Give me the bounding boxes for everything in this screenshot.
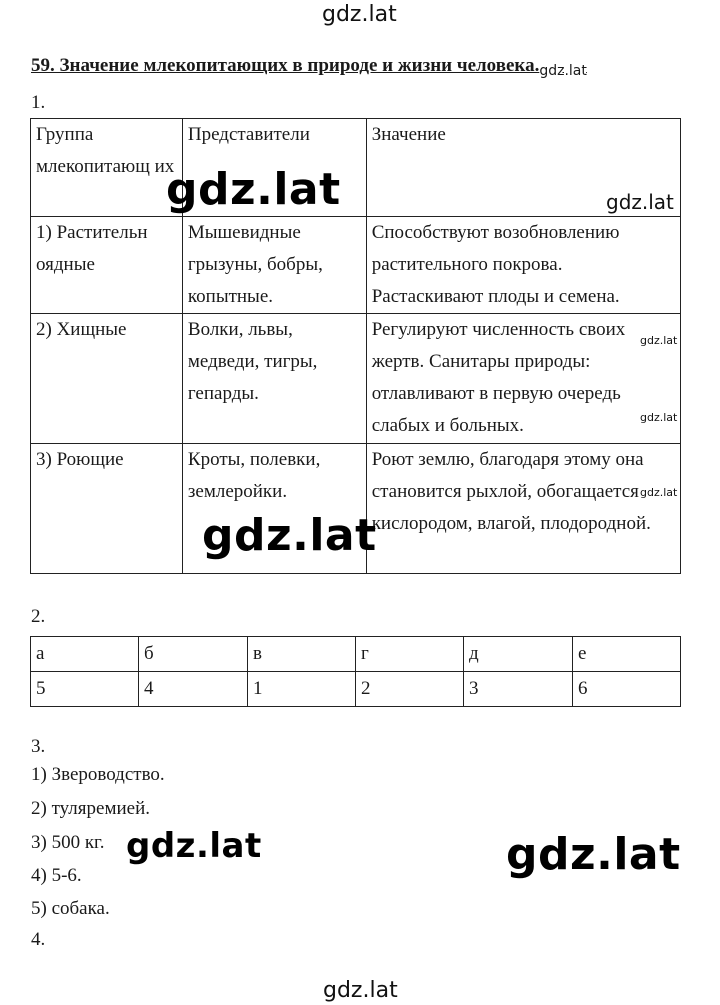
cell-number: 5 [31, 672, 139, 707]
row-group: 3) Роющие [31, 444, 183, 574]
header-representatives: Представители [182, 119, 366, 217]
watermark-small: gdz.lat [606, 190, 674, 214]
table-row [31, 314, 681, 444]
row-meaning: Регулируют численность своих жертв. Санитары природы: отлавливают в первую очередь слабых и больных. [366, 314, 680, 444]
watermark-tiny: gdz.lat [640, 411, 678, 424]
list-item: 4) 5-6. [31, 865, 82, 886]
cell-letter: е [572, 637, 680, 672]
row-meaning: Способствуют возобновлению растительного покрова. Растаскивают плоды и семена. [366, 217, 680, 314]
watermark-tiny: gdz.lat [640, 334, 678, 347]
list-item: 2) туляремией. [31, 798, 150, 819]
cell-number: 4 [139, 672, 248, 707]
watermark-medium: gdz.lat [126, 826, 262, 866]
section-3-label: 3. [31, 736, 46, 757]
cell-letter: д [464, 637, 573, 672]
watermark-large: gdz.lat [506, 829, 681, 880]
section-1-label: 1. [31, 92, 46, 113]
row-group: 2) Хищные [31, 314, 183, 444]
row-group: 1) Растительн оядные [31, 217, 183, 314]
watermark-tiny: gdz.lat [640, 486, 678, 499]
table-row-numbers [31, 672, 681, 707]
row-meaning: Роют землю, благодаря этому она становится рыхлой, обогащается кислородом, влагой, плодородной. [366, 444, 680, 574]
watermark-large: gdz.lat [166, 164, 341, 215]
page-title [31, 55, 587, 79]
cell-letter: а [31, 637, 139, 672]
table-row [31, 217, 681, 314]
watermark-bottom: gdz.lat [323, 978, 398, 1003]
cell-number: 1 [247, 672, 355, 707]
list-item: 3) 500 кг. [31, 832, 105, 853]
table-header-row [31, 119, 681, 217]
cell-number: 3 [464, 672, 573, 707]
section-2-label: 2. [31, 606, 46, 627]
cell-letter: б [139, 637, 248, 672]
answers-table [30, 636, 681, 707]
row-representatives: Волки, львы, медведи, тигры, гепарды. [182, 314, 366, 444]
list-item: 5) собака. [31, 898, 110, 919]
watermark-large: gdz.lat [202, 510, 377, 561]
row-representatives: Мышевидные грызуны, бобры, копытные. [182, 217, 366, 314]
list-item: 1) Звероводство. [31, 764, 165, 785]
watermark-top: gdz.lat [322, 2, 397, 27]
header-group: Группа млекопитающ их [31, 119, 183, 217]
title-watermark: gdz.lat [539, 63, 587, 79]
table-row-letters [31, 637, 681, 672]
mammals-table [30, 118, 681, 574]
section-4-label: 4. [31, 929, 46, 950]
cell-letter: г [355, 637, 463, 672]
cell-number: 2 [355, 672, 463, 707]
cell-number: 6 [572, 672, 680, 707]
row-representatives: Кроты, полевки, землеройки. [182, 444, 366, 574]
cell-letter: в [247, 637, 355, 672]
header-meaning: Значение [366, 119, 680, 217]
page-title-text: 59. Значение млекопитающих в природе и жизни человека. [31, 55, 540, 76]
